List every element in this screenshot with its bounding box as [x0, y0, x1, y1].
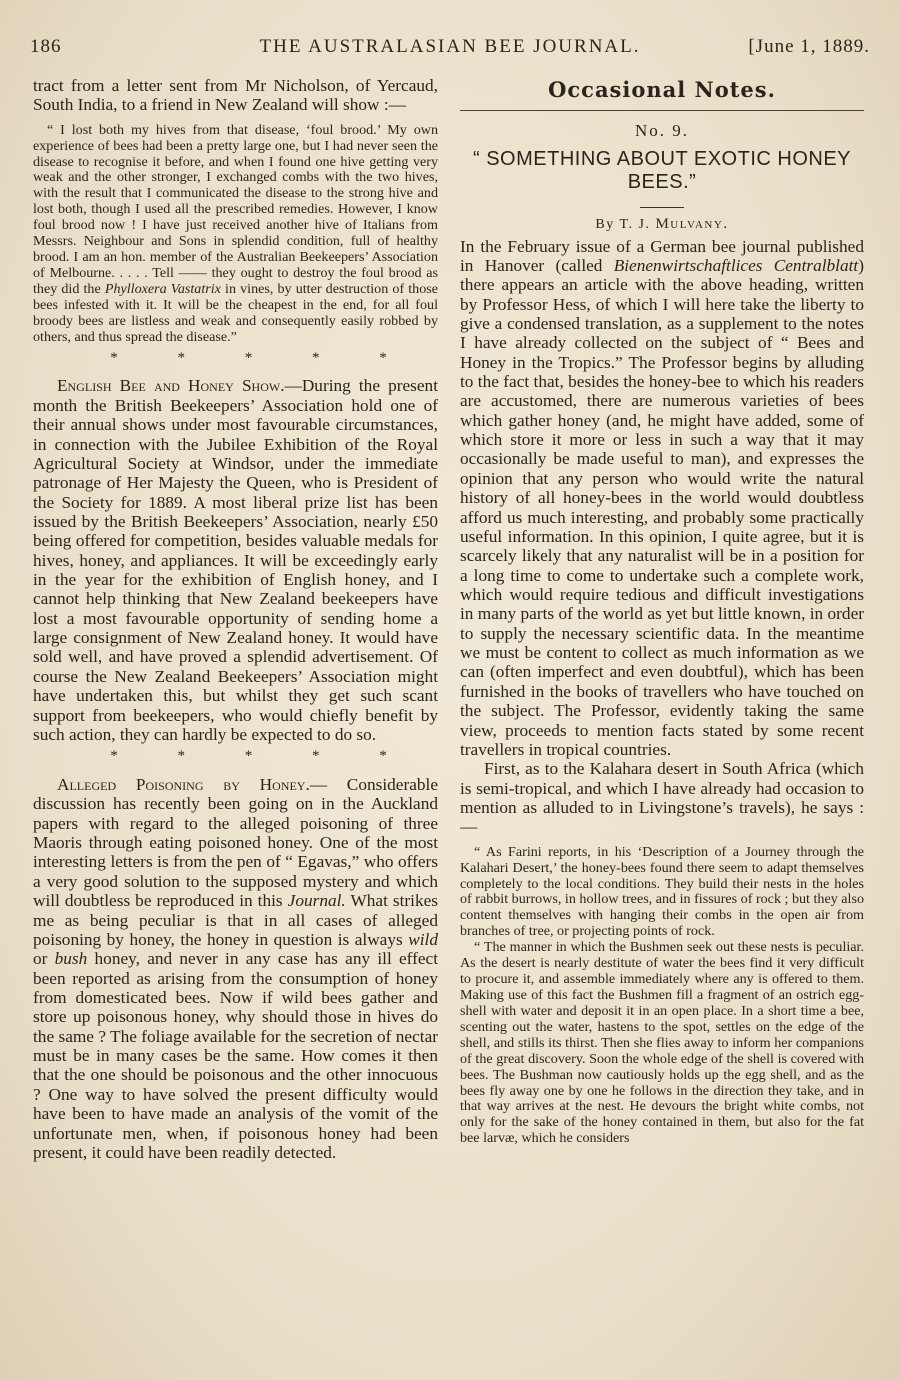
right-column	[460, 76, 864, 1344]
quote-italic: Phylloxera Vastatrix	[104, 280, 221, 297]
letter-intro: tract from a letter sent from Mr Nicholson, of Yercaud, South India, to a friend in New Zealand will show :—	[33, 76, 438, 115]
wild-word: wild	[408, 929, 438, 949]
poisoning-heading: Alleged Poisoning by Honey.	[57, 775, 310, 795]
quote-paragraph: “ The manner in which the Bushmen seek out these nests is peculiar. As the desert is nearly destitute of water the bees find it very difficult to procure it, and assemble immediately where any is offered to them. Making use of this fact the Bushmen fill a fragment of an ostrich egg-shell with water and deposit it in an open place. In a short time a bee, scenting out the water, hastens to the spot, settles on the edge of the shell, and stills its thirst. Then she flies away to inform her companions of the great discovery. Soon the whole edge of the shell is covered with bees. The Bushman now cautiously holds up the egg shell, and as the bees fly away one by one he follows in the direction they take, and in that way arrives at the nest. He devours the bright white combs, not only for the sake of the honey contained in them, but also for the fat bee larvæ, which he considers	[460, 939, 864, 1147]
journal-name: Bienenwirtschaftlices Centralblatt	[613, 255, 859, 275]
running-head	[30, 36, 870, 62]
section-title: Occasional Notes.	[460, 78, 864, 111]
paragraph-text: ) there appears an article with the above heading, written by Professor Hess, of which I will here take the liberty to give a condensed translation, as a supplement to the notes I have already collected on the subject of “ Bees and Honey in the Tropics.” The Professor begins by alluding to the fact that, besides the honey-bee to which his readers are accustomed, there are numerous varieties of bees which gather honey (and, he might have added, some of which store it more or less in such a way that it may occasionally be made useful to man), and expresses the opinion that any person who would write the natural history of all honey-bees in the world would doubtless afford us much interesting, and probably some practically useful information. In this opinion, I quite agree, but it is scarcely likely that any naturalist will be in a position for a long time to come to undertake such a complete work, which would require tedious and difficult investigations in many parts of the world as yet but little known, in order to supply the necessary scientific data. In the meantime we must be content to collect as much information as we can (often imperfect and even doubtful), which has been furnished in the books of travellers who have touched on the subject. The Professor, evidently taking the same view, proceeds to mention facts stated by some recent travellers in tropical countries.	[460, 255, 864, 759]
quote-end: in vines, by utter destruction of those bees infested with it. It will be the cheapest in the end, for all foul broody bees are listless and weak and consequently easily robbed by others, and thus spread the disease.”	[33, 280, 438, 345]
title-rule	[640, 207, 684, 208]
letter-quote	[33, 123, 438, 346]
section-divider: * * * * *	[110, 349, 415, 366]
bush-word: bush	[54, 949, 88, 969]
show-article	[33, 376, 438, 744]
poisoning-article	[33, 775, 438, 1162]
poisoning-body: — Considerable discussion has recently been going on in the Auckland papers with regard to the alleged poisoning of three Maoris through eating poisoned honey. One of the most interesting letters is from the pen of “ Egavas,” who offers a very good solution to the supposed mystery and which will doubtless be reproduced in this	[33, 775, 438, 911]
journal-title: THE AUSTRALASIAN BEE JOURNAL.	[259, 36, 641, 57]
page-number: 186	[30, 36, 62, 57]
article-number: No. 9.	[634, 120, 690, 140]
or-word: or	[33, 949, 55, 969]
journal-ref: Journal.	[287, 891, 346, 911]
quote-text: “ I lost both my hives from that disease, ‘foul brood.’ My own experience of bees had been a pretty large one, but I had never seen the disease to recognise it before, and when I found one hive getting very weak and the other stronger, I exchanged combs with the two hives, with the result that I communicated the disease to the strong hive and lost both, though I used all the prescribed remedies. However, I know foul brood now ! I have just received another hive of Italians from Messrs. Neighbour and Sons in splendid condition, full of healthy brood. I am an hon. member of the Australian Beekeepers’ Association of Melbourne. . . . . Tell —— they ought to destroy the foul brood as they did the	[33, 121, 438, 297]
poisoning-body: What strikes me as being peculiar is that in all cases of alleged poisoning by honey, the honey in question is always	[33, 891, 438, 949]
byline	[460, 216, 864, 233]
paragraph-text: In the February issue of a German bee journal published in Hanover (called	[460, 236, 864, 275]
show-body: —During the present month the British Beekeepers’ Association hold one of their annual shows under most favourable circumstances, in connection with the Jubilee Exhibition of the Royal Agricultural Society at Windsor, under the immediate patronage of Her Majesty the Queen, who is President of the Society for 1889. A most liberal prize list has been issued by the British Beekeepers’ Association, nearly £50 being offered for competition, besides valuable medals for hives, honey, and appliances. It will be exceedingly early in the year for the exhibition of English honey, and I cannot help thinking that New Zealand beekeepers have lost a most favourable opportunity of sending home a large consignment of New Zealand honey. It would have sold well, and have proved a splendid advertisement. Of course the New Zealand Beekeepers’ Association might have undertaken this, but whilst they get such scant support from beekeepers, who would chiefly benefit by such action, they can hardly be expected to do so.	[33, 376, 438, 744]
poisoning-body: honey, and never in any case has any ill effect been reported as arising from the consumption of honey from domesticated bees. Now if wild bees gather and store up poisonous honey, why should those in hives do the same ? The foliage available for the secretion of nectar must be in many cases be the same. How comes it then that the one should be poisonous and the other innocuous ? One way to have solved the present difficulty would have been to have made an analysis of the vomit of the unfortunate men, when, if poisonous honey had been present, it could have been readily detected.	[33, 949, 438, 1162]
show-heading: English Bee and Honey Show.	[57, 376, 285, 396]
farini-quote	[460, 845, 864, 1148]
article-paragraph: First, as to the Kalahara desert in South Africa (which is semi-tropical, and which I have already had occasion to mention as alluded to in Livingstone’s travels), he says :—	[460, 759, 864, 837]
article-paragraph	[460, 237, 864, 760]
byline-prefix: By T. J.	[595, 216, 656, 232]
author-name: Mulvany.	[655, 215, 729, 232]
section-divider: * * * * *	[110, 748, 415, 765]
left-column	[33, 76, 438, 1344]
quote-paragraph: “ As Farini reports, in his ‘Description of a Journey through the Kalahari Desert,’ the honey-bees found there seem to adapt themselves completely to the local conditions. They build their nests in the holes of rabbit burrows, in hollow trees, and in fissures of rock ; but they also content themselves with hanging their combs in the open air from branches of tree, or projecting points of rock.	[460, 843, 864, 940]
issue-date: [June 1, 1889.	[748, 36, 870, 57]
article-title: “ SOMETHING ABOUT EXOTIC HONEY BEES.”	[472, 147, 851, 194]
